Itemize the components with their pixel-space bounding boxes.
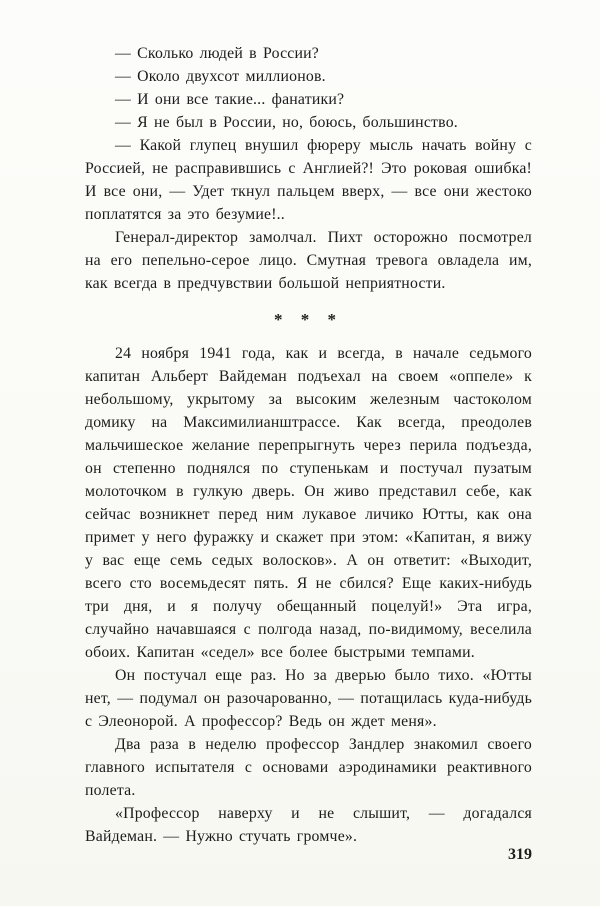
section-dialogue <box>85 42 532 295</box>
paragraph: 24 ноября 1941 года, как и всегда, в начале седьмого капитан Альберт Вайдеман подъехал на своем «оппеле» к небольшому, укрытому за высоким железным частоколом домику на Максимилианштрассе. Как всегда, преодолев мальчишеское желание перепрыгнуть через перила подъезда, он степенно поднялся по ступенькам и постучал пузатым молоточком в гулкую дверь. Он живо представил себе, как сейчас возникнет перед ним лукавое личико Ютты, как она примет у него фуражку и скажет при этом: «Капитан, я вижу у вас еще семь седых волосков». А он ответит: «Выходит, всего сто восемьдесят пять. Я не сбился? Еще каких-нибудь три дня, и я получу обещанный поцелуй!» Эта игра, случайно начавшаяся с полгода назад, по-видимому, веселила обоих. Капитан «седел» все более быстрыми темпами. <box>85 345 532 661</box>
paragraph: — Сколько людей в России? <box>115 45 320 62</box>
paragraph: — Около двухсот миллионов. <box>115 68 326 85</box>
paragraph: «Профессор наверху и не слышит, — догадался Вайдеман. — Нужно стучать громче». <box>85 805 532 845</box>
section-narrative <box>85 342 532 848</box>
paragraph: — Я не был в России, но, боюсь, большинство. <box>115 114 458 131</box>
paragraph: — Какой глупец внушил фюреру мысль начать войну с Россией, не расправившись с Англией?! Это роковая ошибка! И все они, — Удет ткнул пальцем вверх, — все они жестоко поплатятся за это безумие!.. <box>85 137 532 223</box>
paragraph: Два раза в неделю профессор Зандлер знакомил своего главного испытателя с основами аэродинамики реактивного полета. <box>85 736 532 799</box>
paragraph: — И они все такие... фанатики? <box>115 91 345 108</box>
section-separator: * * * <box>274 310 343 329</box>
paragraph: Он постучал еще раз. Но за дверью было тихо. «Ютты нет, — подумал он разочарованно, — потащилась куда-нибудь с Элеонорой. А профессор? Ведь он ждет меня». <box>85 667 532 730</box>
page-number: 319 <box>508 846 532 863</box>
paragraph: Генерал-директор замолчал. Пихт осторожно посмотрел на его пепельно-серое лицо. Смутная тревога овладела им, как всегда в предчувствии большой неприятности. <box>85 229 532 292</box>
page-text-block <box>85 42 532 848</box>
